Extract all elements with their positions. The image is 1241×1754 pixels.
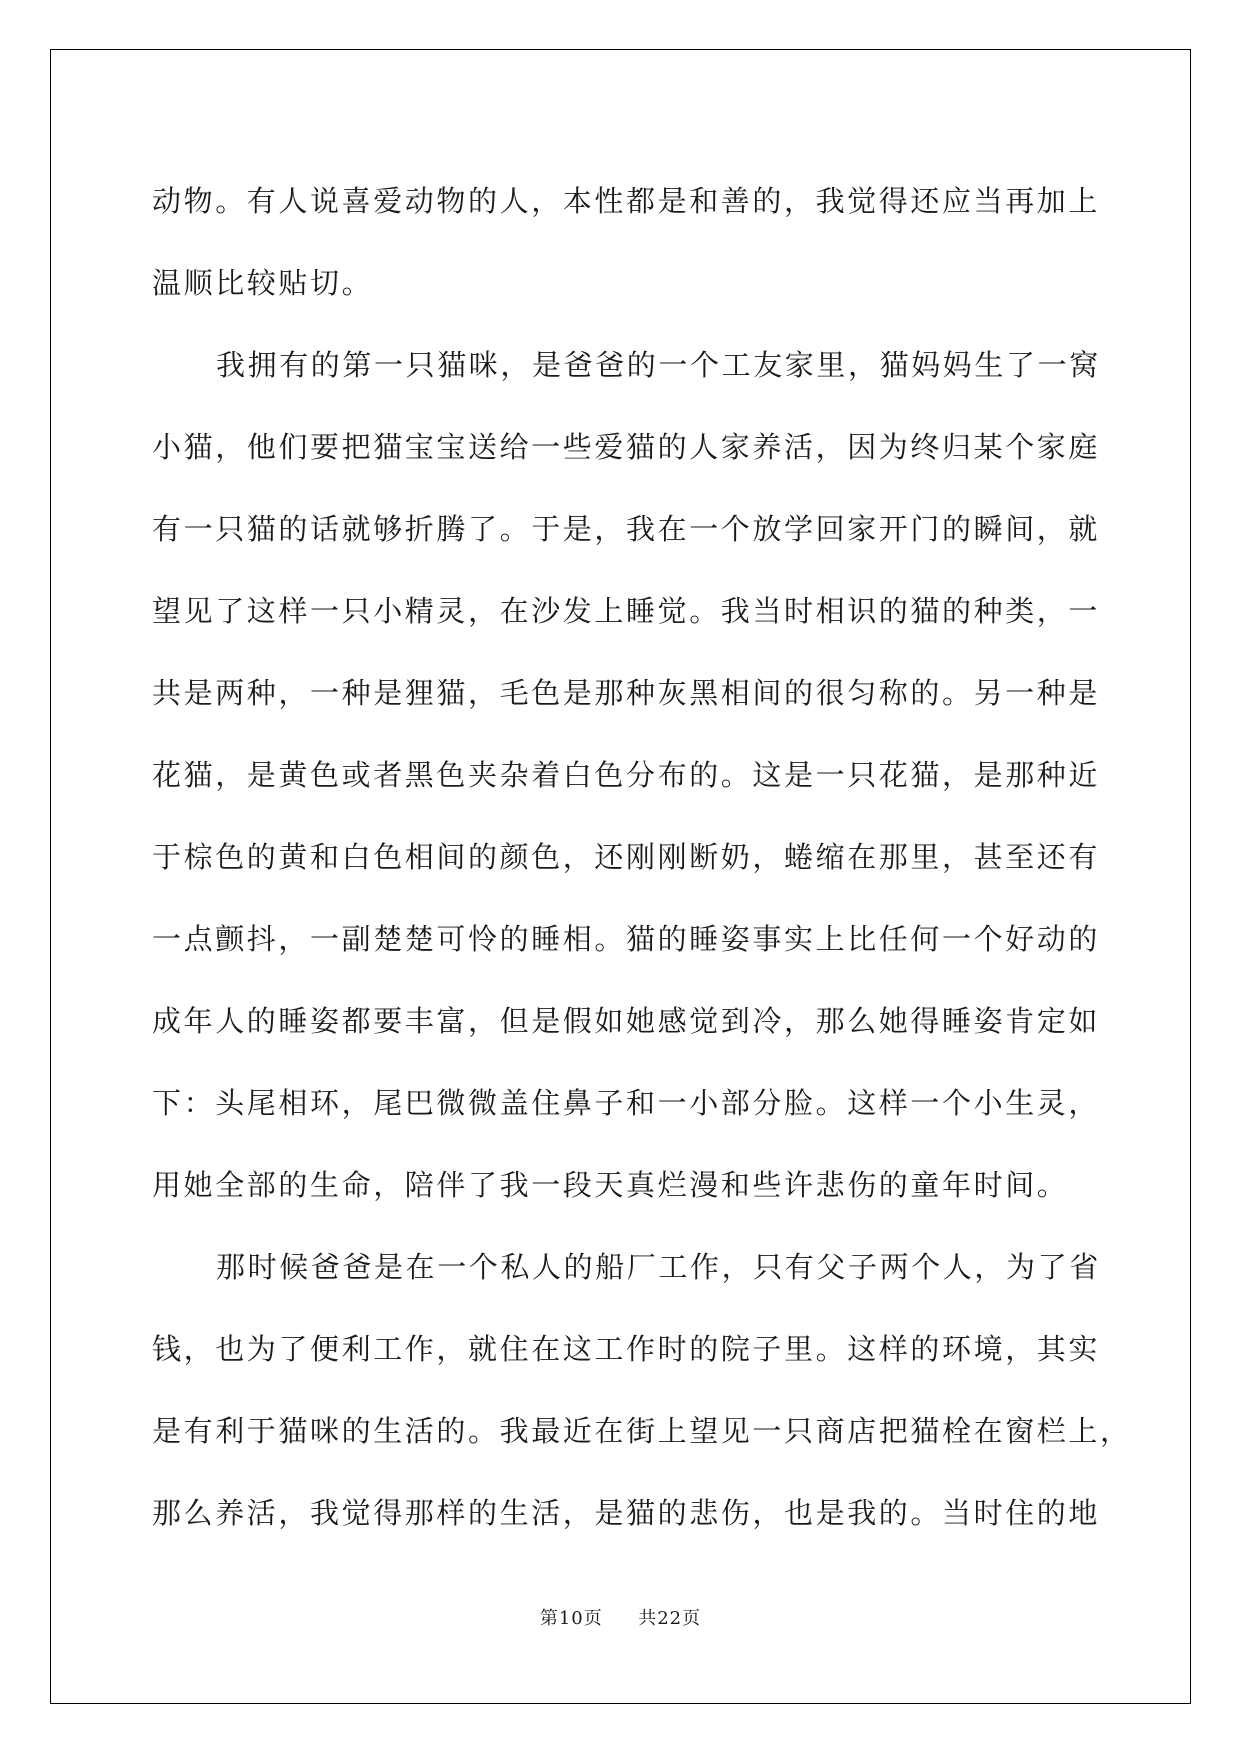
paragraph-start-line: 那时候爸爸是在一个私人的船厂工作，只有父子两个人，为了省	[216, 1250, 1101, 1284]
text-line: 是有利于猫咪的生活的。我最近在街上望见一只商店把猫栓在窗栏上，	[152, 1414, 1132, 1448]
text-line: 小猫，他们要把猫宝宝送给一些爱猫的人家养活，因为终归某个家庭	[152, 430, 1101, 464]
text-line: 那么养活，我觉得那样的生活，是猫的悲伤，也是我的。当时住的地	[152, 1496, 1101, 1530]
text-line: 一点颤抖，一副楚楚可怜的睡相。猫的睡姿事实上比任何一个好动的	[152, 922, 1101, 956]
text-line: 望见了这样一只小精灵，在沙发上睡觉。我当时相识的猫的种类，一	[152, 594, 1101, 628]
page-number-total: 共22页	[638, 1608, 702, 1629]
text-line: 钱，也为了便利工作，就住在这工作时的院子里。这样的环境，其实	[152, 1332, 1101, 1366]
paragraph-start-line: 我拥有的第一只猫咪，是爸爸的一个工友家里，猫妈妈生了一窝	[216, 348, 1101, 382]
text-line: 用她全部的生命，陪伴了我一段天真烂漫和些许悲伤的童年时间。	[152, 1168, 1069, 1202]
page-number-current: 第10页	[539, 1608, 603, 1629]
document-body	[152, 160, 1132, 1554]
text-line: 花猫，是黄色或者黑色夹杂着白色分布的。这是一只花猫，是那种近	[152, 758, 1101, 792]
text-line: 共是两种，一种是狸猫，毛色是那种灰黑相间的很匀称的。另一种是	[152, 676, 1101, 710]
text-line: 动物。有人说喜爱动物的人，本性都是和善的，我觉得还应当再加上	[152, 184, 1101, 218]
page-footer	[0, 1604, 1241, 1630]
text-line: 温顺比较贴切。	[152, 266, 374, 300]
text-line: 于棕色的黄和白色相间的颜色，还刚刚断奶，蜷缩在那里，甚至还有	[152, 840, 1101, 874]
text-line: 下：头尾相环，尾巴微微盖住鼻子和一小部分脸。这样一个小生灵，	[152, 1086, 1101, 1120]
text-line: 有一只猫的话就够折腾了。于是，我在一个放学回家开门的瞬间，就	[152, 512, 1101, 546]
text-line: 成年人的睡姿都要丰富，但是假如她感觉到冷，那么她得睡姿肯定如	[152, 1004, 1101, 1038]
